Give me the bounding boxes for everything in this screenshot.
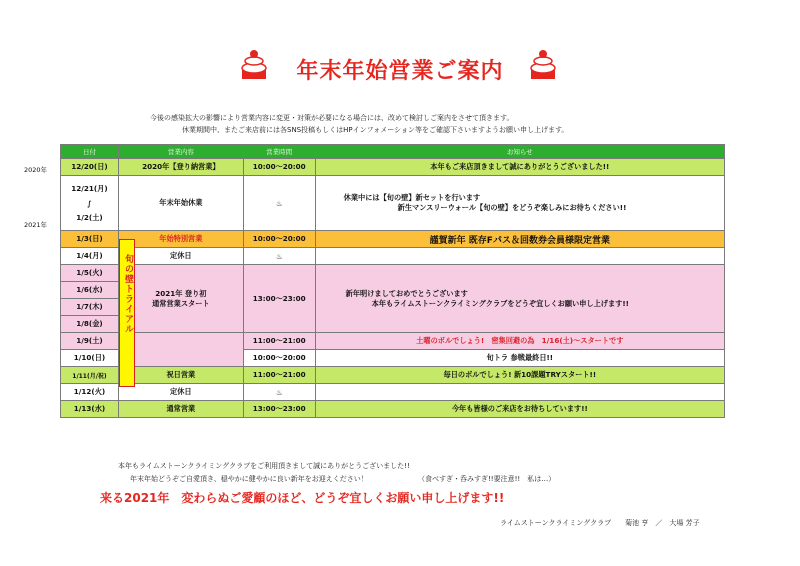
content-cell: 2020年【登り納営業】 [118,159,243,176]
time-cell: 13:00～23:00 [243,401,315,418]
content-cell: 年始特別営業 [118,231,243,248]
date-cell: 12/20(日) [61,159,119,176]
date-cell [61,176,119,231]
table-row [61,231,725,248]
date-cell: 1/4(月) [61,248,119,265]
signature: ライムストーンクライミングクラブ 菊池 亨 ／ 大場 芳子 [500,519,700,527]
time-cell [243,248,315,265]
time-cell [243,176,315,231]
time-cell [243,384,315,401]
date-cell: 1/8(金) [61,316,119,333]
notice-cell: 今年も皆様のご来店をお待ちしています!! [315,401,724,418]
content-cell: 定休日 [118,384,243,401]
notice-line: 本年もライムストーンクライミングクラブをどうぞ宜しくお願い申し上げます!! [371,298,629,308]
date-start: 12/21(月) [71,183,108,193]
notice-cell [315,248,724,265]
header-notice: お知らせ [315,145,724,159]
closing-message: 来る2021年 変わらぬご愛顧のほど、どうぞ宜しくお願い申し上げます!! [100,491,505,505]
content-cell: 通常営業 [118,401,243,418]
table-header [61,145,725,159]
footer-line: （食べすぎ・呑みすぎ!!要注意!! 私は…） [418,475,556,483]
time-cell: 10:00～20:00 [243,231,315,248]
intro-line: 今後の感染拡大の影響により営業内容に変更・対策が必要になる場合には、改めて検討しご案内をさせて頂きます。 [150,114,514,122]
date-cell: 1/6(水) [61,282,119,299]
date-cell: 1/10(日) [61,350,119,367]
date-cell: 1/9(土) [61,333,119,350]
date-cell: 1/5(火) [61,265,119,282]
content-cell [118,265,243,333]
time-cell: 13:00～23:00 [243,265,315,333]
time-cell: 10:00～20:00 [243,159,315,176]
content-cell: 定休日 [118,248,243,265]
schedule-table [60,144,725,418]
date-cell: 1/12(火) [61,384,119,401]
trial-side-label [119,239,135,387]
date-cell: 1/11(月/祝) [61,367,119,384]
table-row [61,367,725,384]
content-cell [118,333,243,367]
table-row [61,265,725,282]
table-row [61,176,725,231]
footer-line: 本年もライムストーンクライミングクラブをご利用頂きまして誠にありがとうございました!! [118,462,410,470]
notice-cell: 本年もご来店頂きまして誠にありがとうございました!! [315,159,724,176]
closed-icon: ♨ [275,251,283,261]
year-label: 2021年 [24,221,48,229]
closed-icon: ♨ [275,198,283,208]
notice-line: 新年明けましておめでとうございます [345,288,468,298]
year-label: 2020年 [24,166,48,174]
footer-line: 年末年始どうぞご自愛頂き、穏やかに健やかに良い新年をお迎えください！ [130,475,368,483]
content-line: 通常営業スタート [152,298,210,308]
notice-cell [315,265,724,333]
notice-cell: 毎日のボルでしょう! 新10課題TRYスタート!! [315,367,724,384]
intro-line: 休業期間中、またご来店前には各SNS投稿もしくはHPインフォメーション等をご確認下さいますようお願い申し上げます。 [182,126,569,134]
table-row [61,401,725,418]
date-range-mark: ∫ [87,198,92,208]
content-cell: 年末年始休業 [118,176,243,231]
table-row [61,159,725,176]
notice-cell: 土曜のボルでしょう! 密集回避の為 1/16(土)～スタートです [315,333,724,350]
date-cell: 1/3(日) [61,231,119,248]
notice-line: 新生マンスリーウォール【旬の壁】をどうぞ楽しみにお待ちください!! [397,203,627,212]
page-title: 年末年始営業ご案内 [296,59,504,84]
header-content: 営業内容 [118,145,243,159]
time-cell: 11:00～21:00 [243,333,315,350]
kagami-mochi-icon [527,46,559,80]
time-cell: 11:00～21:00 [243,367,315,384]
trial-side-text: 旬の壁トライアル [123,254,133,334]
notice-cell [315,176,724,231]
content-cell: 祝日営業 [118,367,243,384]
notice-cell: 謹賀新年 既存Fパス＆回数券会員様限定営業 [315,231,724,248]
content-line: 2021年 登り初 [155,288,207,298]
table-row [61,248,725,265]
date-end: 1/2(土) [76,212,103,222]
date-cell: 1/7(木) [61,299,119,316]
notice-cell [315,384,724,401]
notice-line: 休業中には【旬の壁】新セットを行います [343,193,481,202]
header-date: 日付 [61,145,119,159]
header-time: 営業時間 [243,145,315,159]
date-cell: 1/13(水) [61,401,119,418]
closed-icon: ♨ [275,387,283,397]
table-row [61,333,725,350]
notice-cell: 旬トラ 参戦最終日!! [315,350,724,367]
table-row [61,384,725,401]
time-cell: 10:00～20:00 [243,350,315,367]
